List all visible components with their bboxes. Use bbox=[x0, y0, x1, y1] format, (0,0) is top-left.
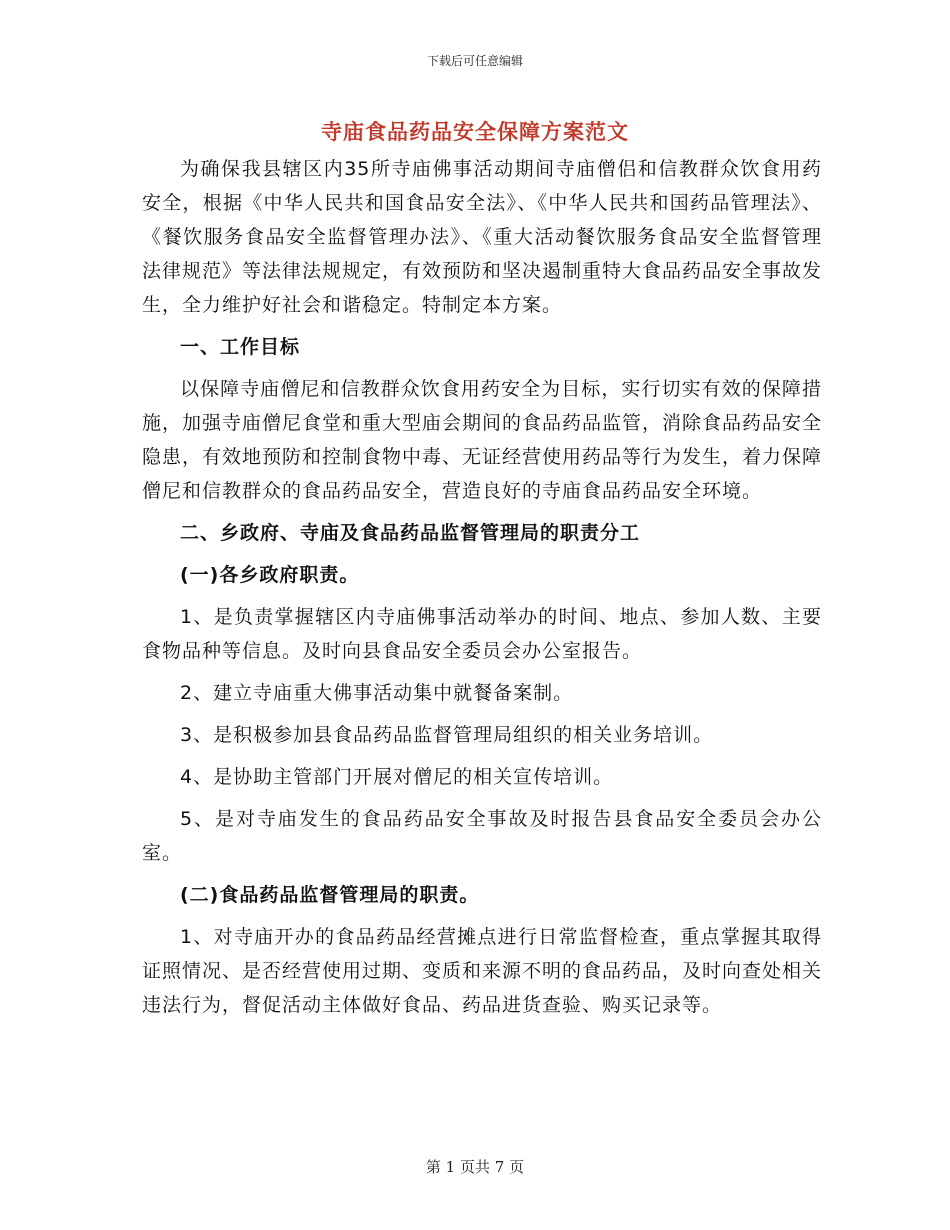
subsection-2-heading: (二)食品药品监督管理局的职责。 bbox=[180, 884, 480, 906]
subsection-1-item: 3、是积极参加县食品药品监督管理局组织的相关业务培训。 bbox=[180, 724, 714, 746]
subsection-1-item: 2、建立寺庙重大佛事活动集中就餐备案制。 bbox=[180, 682, 574, 704]
section-1-paragraph: 以保障寺庙僧尼和信教群众饮食用药安全为目标，实行切实有效的保障措施，加强寺庙僧尼食堂和重大型庙会期间的食品药品监管，消除食品药品安全隐患，有效地预防和控制食物中毒、无证经营使用药品等行为发生，着力保障僧尼和信教群众的食品药品安全，营造良好的寺庙食品药品安全环境。 bbox=[142, 378, 823, 502]
subsection-1-heading: (一)各乡政府职责。 bbox=[180, 564, 360, 586]
intro-paragraph: 为确保我县辖区内35所寺庙佛事活动期间寺庙僧侣和信教群众饮食用药安全，根据《中华人民共和国食品安全法》、《中华人民共和国药品管理法》、《餐饮服务食品安全监督管理办法》、《重大活动餐饮服务食品安全监督管理法律规范》等法律法规规定，有效预防和坚决遏制重特大食品药品安全事故发生，全力维护好社会和谐稳定。特制定本方案。 bbox=[142, 158, 823, 316]
page-number: 第 1 页共 7 页 bbox=[425, 1158, 525, 1176]
subsection-1-item: 1、是负责掌握辖区内寺庙佛事活动举办的时间、地点、参加人数、主要食物品种等信息。及时向县食品安全委员会办公室报告。 bbox=[142, 606, 822, 662]
subsection-1-item: 5、是对寺庙发生的食品药品安全事故及时报告县食品安全委员会办公室。 bbox=[142, 808, 822, 864]
section-1-heading: 一、工作目标 bbox=[180, 336, 301, 358]
section-2-heading: 二、乡政府、寺庙及食品药品监督管理局的职责分工 bbox=[180, 522, 641, 544]
page-header-note: 下载后可任意编辑 bbox=[426, 54, 523, 68]
subsection-1-item: 4、是协助主管部门开展对僧尼的相关宣传培训。 bbox=[180, 766, 614, 788]
document-title: 寺庙食品药品安全保障方案范文 bbox=[321, 120, 629, 144]
document-body bbox=[142, 152, 822, 1022]
subsection-2-item: 1、对寺庙开办的食品药品经营摊点进行日常监督检查，重点掌握其取得证照情况、是否经营使用过期、变质和来源不明的食品药品，及时向查处相关违法行为，督促活动主体做好食品、药品进货查验、购买记录等。 bbox=[142, 926, 823, 1016]
